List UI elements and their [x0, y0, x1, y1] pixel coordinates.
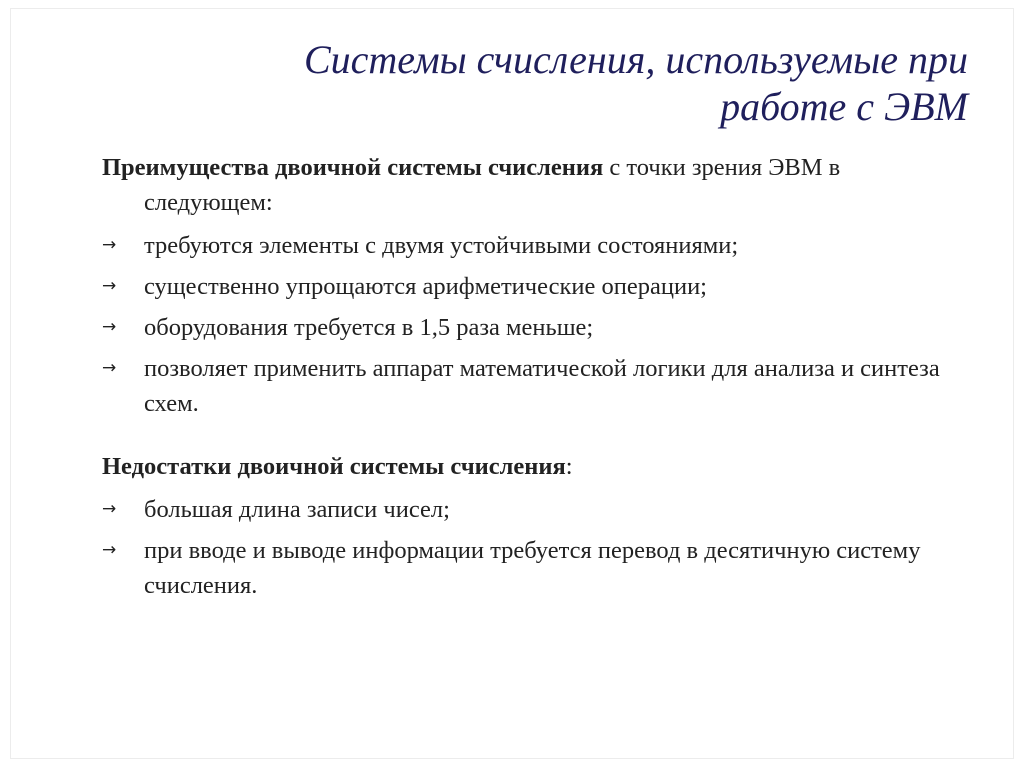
- right-arrow-icon: →: [102, 540, 117, 560]
- advantage-item-4: [102, 351, 972, 421]
- advantage-item-text: оборудования требуется в 1,5 раза меньше;: [144, 314, 594, 341]
- advantage-item-text: требуются элементы с двумя устойчивыми состояниями;: [144, 232, 739, 259]
- advantage-item-2: [102, 269, 972, 304]
- advantage-item-text: позволяет применить аппарат математической логики для анализа и синтеза схем.: [144, 355, 940, 417]
- disadvantage-item-text: при вводе и выводе информации требуется перевод в десятичную систему счисления.: [144, 537, 921, 599]
- advantage-item-text: существенно упрощаются арифметические операции;: [144, 273, 707, 300]
- slide-content: [102, 150, 972, 609]
- disadvantage-item-2: [102, 533, 972, 603]
- disadvantage-item-text: большая длина записи чисел;: [144, 496, 450, 523]
- slide-title: [168, 36, 968, 130]
- right-arrow-icon: →: [102, 235, 117, 255]
- advantages-heading-rest: с точки зрения ЭВМ в следующем:: [144, 154, 841, 216]
- slide-title-line-2: работе с ЭВМ: [720, 84, 968, 129]
- advantage-item-3: [102, 310, 972, 345]
- right-arrow-icon: →: [102, 358, 117, 378]
- disadvantage-item-1: [102, 492, 972, 527]
- disadvantages-heading-bold: Недостатки двоичной системы счисления: [102, 453, 566, 480]
- disadvantages-heading-rest: :: [565, 453, 573, 480]
- section-gap: [102, 427, 972, 449]
- right-arrow-icon: →: [102, 499, 117, 519]
- advantages-heading: [102, 150, 972, 220]
- disadvantages-heading: [102, 449, 972, 484]
- right-arrow-icon: →: [102, 276, 117, 296]
- advantages-heading-bold: Преимущества двоичной системы счисления: [102, 154, 604, 181]
- slide-title-line-1: Системы счисления, используемые при: [303, 37, 968, 82]
- advantage-item-1: [102, 228, 972, 263]
- right-arrow-icon: →: [102, 317, 117, 337]
